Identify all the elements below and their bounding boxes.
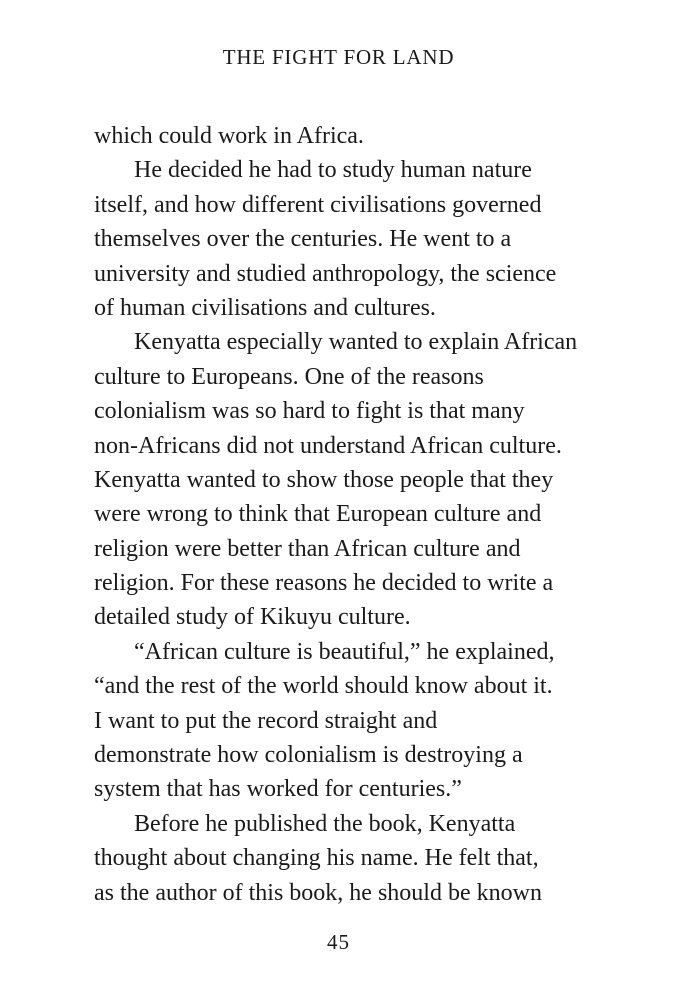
- running-header: THE FIGHT FOR LAND: [222, 45, 455, 69]
- text-line: itself, and how different civilisations governed: [94, 191, 542, 218]
- text-line: were wrong to think that European culture and: [94, 501, 542, 528]
- text-line: culture to Europeans. One of the reasons: [94, 363, 484, 390]
- text-line: Kenyatta wanted to show those people that they: [94, 466, 554, 493]
- text-line: demonstrate how colonialism is destroying a: [94, 742, 523, 769]
- text-line: colonialism was so hard to fight is that many: [94, 398, 525, 425]
- text-line: system that has worked for centuries.”: [94, 776, 462, 803]
- text-line: as the author of this book, he should be known: [94, 879, 542, 906]
- text-line: religion were better than African culture and: [94, 535, 521, 562]
- text-line: which could work in Africa.: [94, 123, 364, 149]
- paragraph-first-line: Before he published the book, Kenyatta: [134, 810, 516, 837]
- text-line: of human civilisations and cultures.: [94, 294, 436, 321]
- text-line: “and the rest of the world should know about it.: [94, 673, 553, 700]
- text-line: I want to put the record straight and: [94, 707, 438, 734]
- paragraph-first-line: Kenyatta especially wanted to explain African: [134, 329, 578, 356]
- text-line: university and studied anthropology, the science: [94, 260, 557, 287]
- page-number: 45: [327, 930, 350, 954]
- text-line: non-Africans did not understand African culture.: [94, 432, 562, 459]
- body-text: [94, 119, 594, 910]
- text-line: religion. For these reasons he decided to write a: [94, 570, 554, 597]
- text-line: themselves over the centuries. He went to a: [94, 226, 512, 253]
- paragraph-first-line: “African culture is beautiful,” he explained,: [134, 638, 555, 665]
- text-line: detailed study of Kikuyu culture.: [94, 604, 411, 631]
- text-line: thought about changing his name. He felt that,: [94, 845, 539, 872]
- paragraph-first-line: He decided he had to study human nature: [134, 157, 532, 184]
